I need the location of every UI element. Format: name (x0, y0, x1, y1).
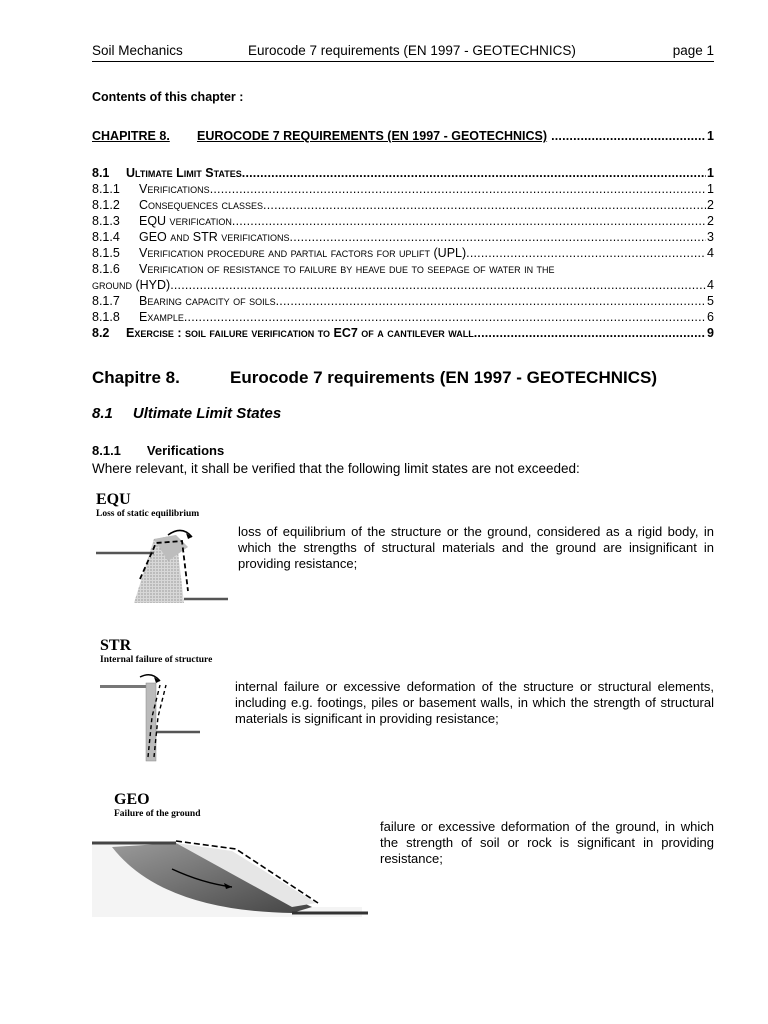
toc-entry-8-1-5[interactable] (92, 245, 714, 261)
toc-num: 8.1.5 (92, 246, 120, 260)
header-left: Soil Mechanics (92, 43, 183, 58)
subsection-title: Verifications (146, 443, 225, 458)
equ-description: loss of equilibrium of the structure or the ground, considered as a rigid body, in which the strengths of structural materials and the ground are insignificant in providing resistance; (238, 524, 714, 571)
toc-chapter-page: 1 (707, 129, 714, 143)
section-number: 8.1 (92, 405, 113, 422)
toc-title: Verification of resistance to failure by heave due to seepage of water in the (139, 262, 555, 276)
toc-page: 6 (707, 310, 714, 324)
header-center: Eurocode 7 requirements (EN 1997 - GEOTECHNICS) (248, 43, 576, 58)
geo-description: failure or excessive deformation of the ground, in which the strength of soil or rock is significant in providing resistance; (380, 819, 714, 866)
toc-title: Example (139, 310, 184, 324)
toc-page: 2 (707, 198, 714, 212)
toc-chapter-entry[interactable] (92, 128, 714, 144)
str-figure-code: STR (100, 637, 132, 654)
geo-figure-caption: Failure of the ground (114, 809, 201, 819)
intro-paragraph: Where relevant, it shall be verified that the following limit states are not exceeded: (92, 461, 580, 476)
equ-diagram (96, 491, 231, 609)
subsection-number: 8.1.1 (92, 443, 121, 458)
toc-num: 8.1 (92, 166, 110, 180)
toc-num: 8.1.8 (92, 310, 120, 324)
section-title: Ultimate Limit States (132, 405, 282, 422)
toc-entry-8-1-8[interactable] (92, 309, 714, 325)
toc-num: 8.1.1 (92, 182, 120, 196)
toc-page: 1 (707, 166, 714, 180)
geo-figure-code: GEO (114, 791, 150, 808)
str-diagram (100, 637, 225, 767)
str-figure (100, 637, 225, 767)
toc-title: Verification procedure and partial factors for uplift (UPL) (139, 246, 467, 260)
toc-entry-8-1-1[interactable] (92, 181, 714, 197)
contents-title: Contents of this chapter : (92, 90, 244, 104)
toc-entry-8-1-3[interactable] (92, 213, 714, 229)
toc-num: 8.1.6 (92, 262, 120, 276)
chapter-number: Chapitre 8. (92, 368, 180, 387)
toc-title: Ultimate Limit States (126, 166, 242, 180)
toc-title: Bearing capacity of soils (139, 294, 276, 308)
chapter-title: Eurocode 7 requirements (EN 1997 - GEOTECHNICS) (230, 368, 657, 387)
toc-num: 8.1.7 (92, 294, 120, 308)
toc-num: 8.1.4 (92, 230, 120, 244)
equ-figure-caption: Loss of static equilibrium (96, 509, 200, 519)
toc-chapter-num: CHAPITRE 8. (92, 129, 170, 143)
toc-entry-8-2[interactable] (92, 325, 714, 341)
toc-entry-8-1[interactable] (92, 165, 714, 181)
toc-entry-8-1-4[interactable] (92, 229, 714, 245)
toc-title: GEO and STR verifications (139, 230, 290, 244)
toc-num: 8.1.2 (92, 198, 120, 212)
section-heading (92, 405, 281, 422)
geo-figure (92, 791, 372, 921)
equ-figure (96, 491, 231, 609)
chapter-heading (92, 368, 657, 388)
geo-diagram (92, 791, 372, 921)
toc-num: 8.2 (92, 326, 110, 340)
toc-page: 4 (707, 278, 714, 292)
equ-figure-code: EQU (96, 491, 131, 508)
page-header (92, 43, 714, 62)
toc-entry-8-1-2[interactable] (92, 197, 714, 213)
str-figure-caption: Internal failure of structure (100, 655, 213, 665)
toc-num: 8.1.3 (92, 214, 120, 228)
toc-title: Consequences classes (139, 198, 264, 212)
toc-entry-8-1-7[interactable] (92, 293, 714, 309)
toc-entry-8-1-6[interactable] (92, 261, 714, 277)
subsection-heading (92, 443, 224, 458)
toc-entry-8-1-6-cont[interactable] (92, 277, 714, 293)
toc-title: EQU verification (139, 214, 232, 228)
toc-chapter-title: EUROCODE 7 REQUIREMENTS (EN 1997 - GEOTECHNICS) (197, 129, 548, 143)
toc-page: 4 (707, 246, 714, 260)
toc-title-cont: ground (HYD) (92, 278, 171, 292)
toc-page: 2 (707, 214, 714, 228)
header-page-number: page 1 (672, 43, 714, 58)
str-description: internal failure or excessive deformation of the structure or structural elements, including e.g. footings, piles or basement walls, in which the strength of structural materials is significant in providing resistance; (235, 679, 714, 726)
toc-page: 3 (707, 230, 714, 244)
toc-page: 1 (707, 182, 714, 196)
toc-page: 5 (707, 294, 714, 308)
toc-title: Verifications (139, 182, 210, 196)
toc-title: Exercise : soil failure verification to EC7 of a cantilever wall (126, 326, 474, 340)
toc-page: 9 (707, 326, 714, 340)
